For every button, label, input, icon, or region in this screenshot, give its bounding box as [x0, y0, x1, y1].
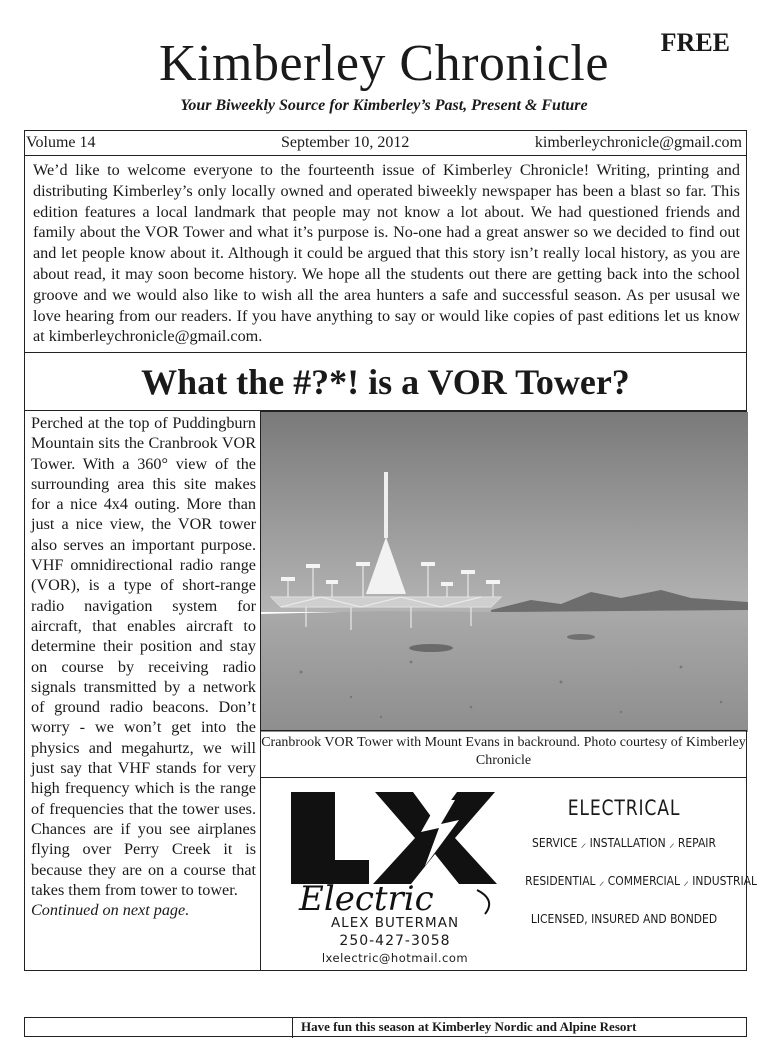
vor-tower-photo: [260, 411, 747, 731]
column-divider: [292, 1018, 293, 1038]
logo-script: Electric: [299, 879, 434, 919]
ad-sectors-line: RESIDENTIAL ⸝ COMMERCIAL ⸝ INDUSTRIAL: [525, 873, 757, 888]
contact-email[interactable]: kimberleychronicle@gmail.com: [534, 134, 742, 151]
lx-electric-ad: [260, 777, 757, 971]
next-section-frame: [24, 1017, 747, 1037]
ad-phone: 250-427-3058: [339, 933, 451, 949]
article-column: [24, 411, 260, 971]
next-section-teaser: Have fun this season at Kimberley Nordic and Alpine Resort: [301, 1019, 637, 1034]
article-body: Perched at the top of Puddingburn Mountain sits the Cranbrook VOR Tower. With a 360° view of the surrounding area this site makes for a nice 4x4 outing. More than just a nice view, the VOR tower also serves an important purpose. VHF omnidirectional radio range (VOR), is a type of short-range radio navigation system for aircraft, that enables aircraft to determine their position and stay on course by receiving radio signals transmitted by a network of ground radio beacons. Don’t worry - we won’t get into the physics and megahurtz, we will just say that VHF stands for very high frequency which is the range of frequencies that the tower uses. Chances are if you see airplanes flying over Perry Creek it is because they are on a course that takes them from tower to tower.: [31, 414, 256, 899]
ad-services: [509, 796, 757, 948]
issue-date: September 10, 2012: [280, 134, 410, 151]
ad-owner-name: ALEX BUTERMAN: [330, 915, 460, 931]
article-headline: What the #?*! is a VOR Tower?: [24, 352, 747, 411]
issue-info-bar: [24, 130, 747, 156]
intro-paragraph: We’d like to welcome everyone to the fourteenth issue of Kimberley Chronicle! Writing, printing and distributing Kimberley’s only locally owned and operated biweekly newspaper has been a blast so far. This edition features a local landmark that people may not know a lot about. We had questioned friends and family about the VOR Tower and what it’s purpose is. No-one had a great answer so we decided to find out and let people know about it. Although it could be argued that this story isn’t really local history, as you are about read, it may soon become history. We hope all the students out there are getting back into the school groove and we would also like to wish all the area hunters a safe and successful season. As per ususal we love hearing from our readers. If you have anything to say or would like copies of past editions let us know at kimberleychronicle@gmail.com.: [24, 155, 747, 353]
vor-tower-illustration: [261, 412, 748, 732]
ad-services-line: SERVICE ⸝ INSTALLATION ⸝ REPAIR: [532, 835, 716, 850]
volume-label: Volume 14: [26, 134, 96, 151]
free-label: FREE: [660, 28, 730, 57]
continued-link[interactable]: Continued on next page.: [31, 901, 190, 920]
ad-credentials-line: LICENSED, INSURED AND BONDED: [530, 911, 718, 926]
tagline: Your Biweekly Source for Kimberley’s Past, Present & Future: [180, 97, 588, 114]
masthead-title: Kimberley Chronicle: [159, 35, 609, 92]
ad-email[interactable]: lxelectric@hotmail.com: [321, 951, 469, 965]
ad-heading: ELECTRICAL: [567, 796, 681, 820]
lx-electric-logo: [289, 788, 504, 919]
photo-caption: Cranbrook VOR Tower with Mount Evans in backround. Photo courtesy of Kimberley Chronicle: [260, 730, 747, 778]
